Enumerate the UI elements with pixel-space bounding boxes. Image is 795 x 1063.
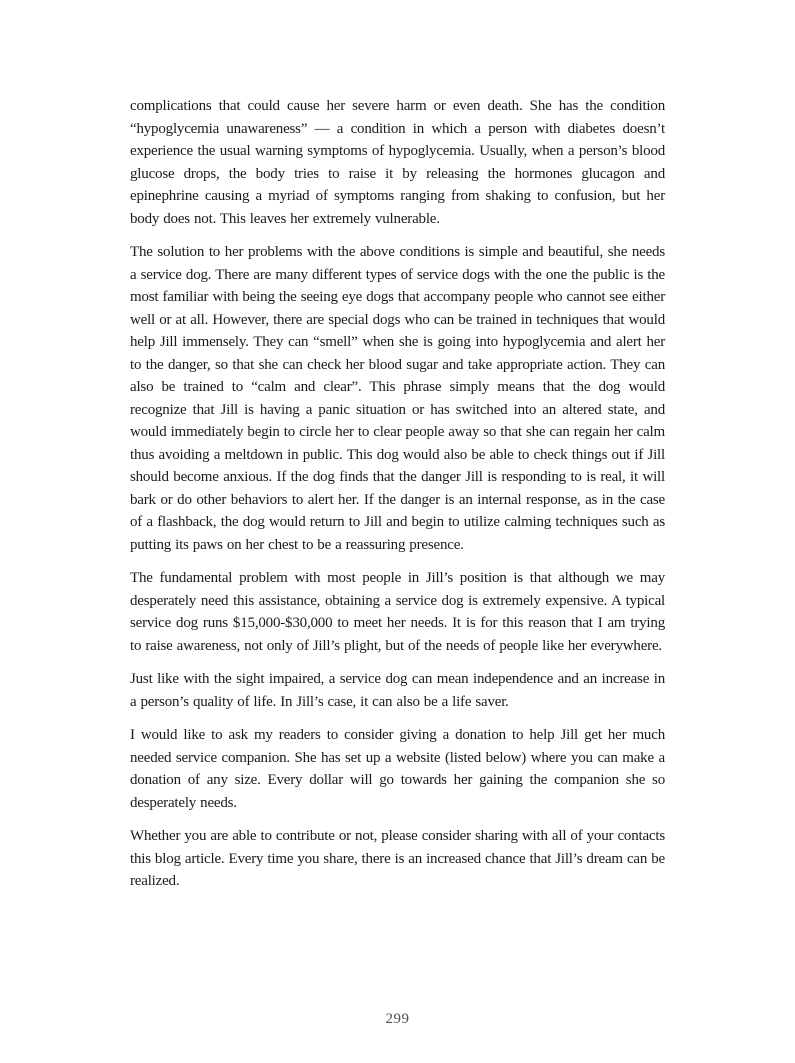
paragraph-fundamental-problem: The fundamental problem with most people in Jill’s position is that although we may desperately need this assistance, obtaining a service dog is extremely expensive. A typical service dog runs $15,000-$30,000 to meet her needs. It is for this reason that I am trying to raise awareness, not only of Jill’s plight, but of the needs of people like her everywhere. (130, 570, 665, 654)
paragraph-hypoglycemia-unawareness: complications that could cause her severe harm or even death. She has the condition “hypoglycemia unawareness” — a condition in which a person with diabetes doesn’t experience the usual warning symptoms of hypoglycemia. Usually, when a person’s blood glucose drops, the body tries to raise it by releasing the hormones glucagon and epinephrine causing a myriad of symptoms ranging from shaking to confusion, but her body does not. This leaves her extremely vulnerable. (130, 98, 665, 227)
paragraph-independence: Just like with the sight impaired, a service dog can mean independence and an increase in a person’s quality of life. In Jill’s case, it can also be a life saver. (130, 671, 665, 710)
page-number: 299 (385, 1011, 410, 1027)
paragraph-sharing-request: Whether you are able to contribute or not, please consider sharing with all of your contacts this blog article. Every time you share, there is an increased chance that Jill’s dream can be realized. (130, 828, 665, 889)
paragraph-donation-request: I would like to ask my readers to consider giving a donation to help Jill get her much needed service companion. She has set up a website (listed below) where you can make a donation of any size. Every dollar will go towards her gaining the companion she so desperately needs. (130, 727, 665, 811)
paragraph-service-dog-solution: The solution to her problems with the above conditions is simple and beautiful, she needs a service dog. There are many different types of service dogs with the one the public is the most familiar with being the seeing eye dogs that accompany people who cannot see either well or at all. However, there are special dogs who can be trained in techniques that would help Jill immensely. They can “smell” when she is going into hypoglycemia and alert her to the danger, so that she can check her blood sugar and take appropriate action. They can also be trained to “calm and clear”. This phrase simply means that the dog would recognize that Jill is having a panic situation or has switched into an altered state, and would immediately begin to circle her to clear people away so that she can regain her calm thus avoiding a meltdown in public. This dog would also be able to check things out if Jill should become anxious. If the dog finds that the danger Jill is responding to is real, it will bark or do other behaviors to alert her. If the danger is an internal response, as in the case of a flashback, the dog would return to Jill and begin to utilize calming techniques such as putting its paws on her chest to be a reassuring presence. (130, 244, 665, 553)
article-body (130, 95, 665, 904)
